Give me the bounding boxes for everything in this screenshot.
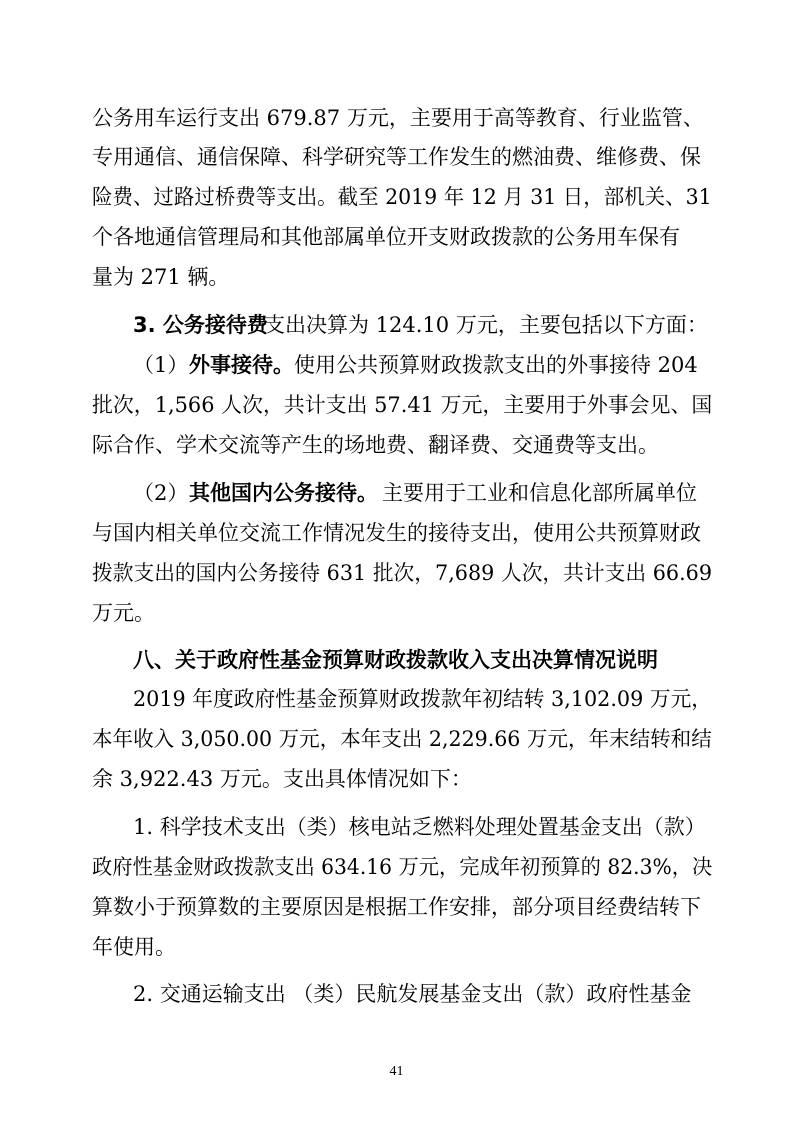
- paragraph-text: 本年收入 3,050.00 万元，本年支出 2,229.66 万元，年末结转和结: [92, 727, 712, 751]
- text-line: [0, 101, 793, 135]
- paragraph-text: 使用公共预算财政拨款支出的外事接待 204: [294, 353, 698, 377]
- item-prefix: （2）: [133, 481, 189, 505]
- paragraph-text: 支出决算为 124.10 万元，主要包括以下方面：: [264, 313, 708, 337]
- paragraph-text: 批次，1,566 人次，共计支出 57.41 万元，主要用于外事会见、国: [92, 393, 713, 417]
- paragraph-text: 拨款支出的国内公务接待 631 批次，7,689 人次，共计支出 66.69: [92, 561, 713, 585]
- section-heading: 八、关于政府性基金预算财政拨款收入支出决算情况说明: [133, 648, 658, 672]
- paragraph-text: 际合作、学术交流等产生的场地费、翻译费、交通费等支出。: [92, 433, 659, 457]
- text-line: [0, 476, 793, 510]
- item-label-bold: 外事接待。: [189, 353, 294, 377]
- text-line: [0, 722, 793, 756]
- text-line: [0, 682, 793, 716]
- paragraph-text: 专用通信、通信保障、科学研究等工作发生的燃油费、维修费、保: [92, 145, 701, 169]
- paragraph-text: 险费、过路过桥费等支出。截至 2019 年 12 月 31 日，部机关、31: [92, 185, 712, 209]
- paragraph-text: 万元。: [92, 601, 155, 625]
- paragraph-text: 个各地通信管理局和其他部属单位开支财政拨款的公务用车保有: [92, 225, 680, 249]
- paragraph-text: 政府性基金财政拨款支出 634.16 万元，完成年初预算的 82.3%，决: [92, 855, 713, 879]
- paragraph-text: 2. 交通运输支出 （类）民航发展基金支出（款）政府性基金: [133, 982, 692, 1006]
- text-line: [0, 643, 793, 677]
- text-line: [0, 977, 793, 1011]
- text-line: [0, 850, 793, 884]
- paragraph-text: 2019 年度政府性基金预算财政拨款年初结转 3,102.09 万元，: [133, 687, 713, 711]
- paragraph-text: 1. 科学技术支出（类）核电站乏燃料处理处置基金支出（款）: [133, 815, 706, 839]
- text-line: [0, 140, 793, 174]
- section-label-bold: 3. 公务接待费: [133, 313, 268, 337]
- paragraph-text: 算数小于预算数的主要原因是根据工作安排，部分项目经费结转下: [92, 895, 701, 919]
- text-line: [0, 220, 793, 254]
- text-line: [0, 260, 793, 294]
- paragraph-text: 主要用于工业和信息化部所属单位: [382, 481, 697, 505]
- text-line: [0, 810, 793, 844]
- text-line: [0, 890, 793, 924]
- text-line: [0, 388, 793, 422]
- paragraph-text: 与国内相关单位交流工作情况发生的接待支出，使用公共预算财政: [92, 521, 701, 545]
- text-line: [0, 180, 793, 214]
- text-line: [0, 308, 793, 342]
- paragraph-text: 公务用车运行支出 679.87 万元，主要用于高等教育、行业监管、: [92, 106, 704, 130]
- page-number: 41: [389, 1064, 404, 1079]
- text-line: [0, 556, 793, 590]
- paragraph-text: 年使用。: [92, 935, 176, 959]
- paragraph-text: 量为 271 辆。: [92, 265, 230, 289]
- item-label-bold: 其他国内公务接待。: [189, 481, 378, 505]
- item-prefix: （1）: [133, 353, 189, 377]
- text-line: [0, 762, 793, 796]
- text-line: [0, 930, 793, 964]
- text-line: [0, 596, 793, 630]
- paragraph-text: 余 3,922.43 万元。支出具体情况如下：: [92, 767, 472, 791]
- text-line: [0, 428, 793, 462]
- text-line: [0, 516, 793, 550]
- text-line: [0, 348, 793, 382]
